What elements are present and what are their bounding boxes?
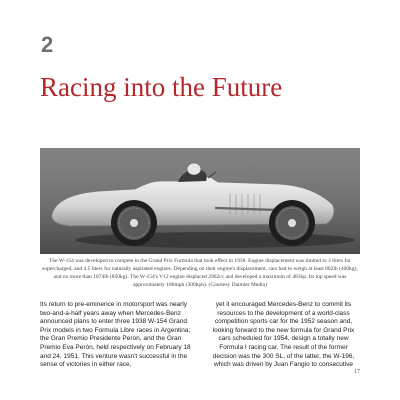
chapter-title: Racing into the Future: [40, 72, 283, 102]
photo-caption: The W-154 was developed to compete in the Grand Prix Formula that took effect in 1938. Engine displacement was limited to 3 liters for supercharged, and 4.5 liters for naturally aspirated engines. Depending on their engine's displacement, cars had to weigh at least 882lb (400kg), and no more than 1874lb (850kg). The W-154's V12 engine displaced 2962cc and developed a maximum of 483hp. Its top speed was approximately 186mph (300kph). (Courtesy Daimler Media): [42, 258, 358, 288]
body-column-right: yet it encouraged Mercedes-Benz to commit its resources to the development of a world-class competition sports car for the 1952 season and, looking forward to the new formula for Grand Prix cars scheduled for 1954, design a totally new Formula I racing car. The result of the former decision was the 300 SL, of the latter, the W-196, which was driven by Juan Fangio to consecutive: [212, 301, 355, 369]
chapter-number: 2: [41, 32, 54, 57]
race-car-photo: [40, 148, 360, 254]
body-text: [40, 301, 360, 377]
page-number: 17: [354, 369, 360, 375]
body-column-left: Its return to pre-eminence in motorsport was nearly two-and-a-half years away when Mercedes-Benz announced plans to enter three 1938 W-154 Grand Prix models in two Formula Libre races in Argentina; the Gran Premio Presidente Peron, and the Gran Premio Eva Perón, held respectively on February 18 and 24, 1951. This venture wasn't successful in the sense of victories in either race,: [40, 301, 191, 369]
